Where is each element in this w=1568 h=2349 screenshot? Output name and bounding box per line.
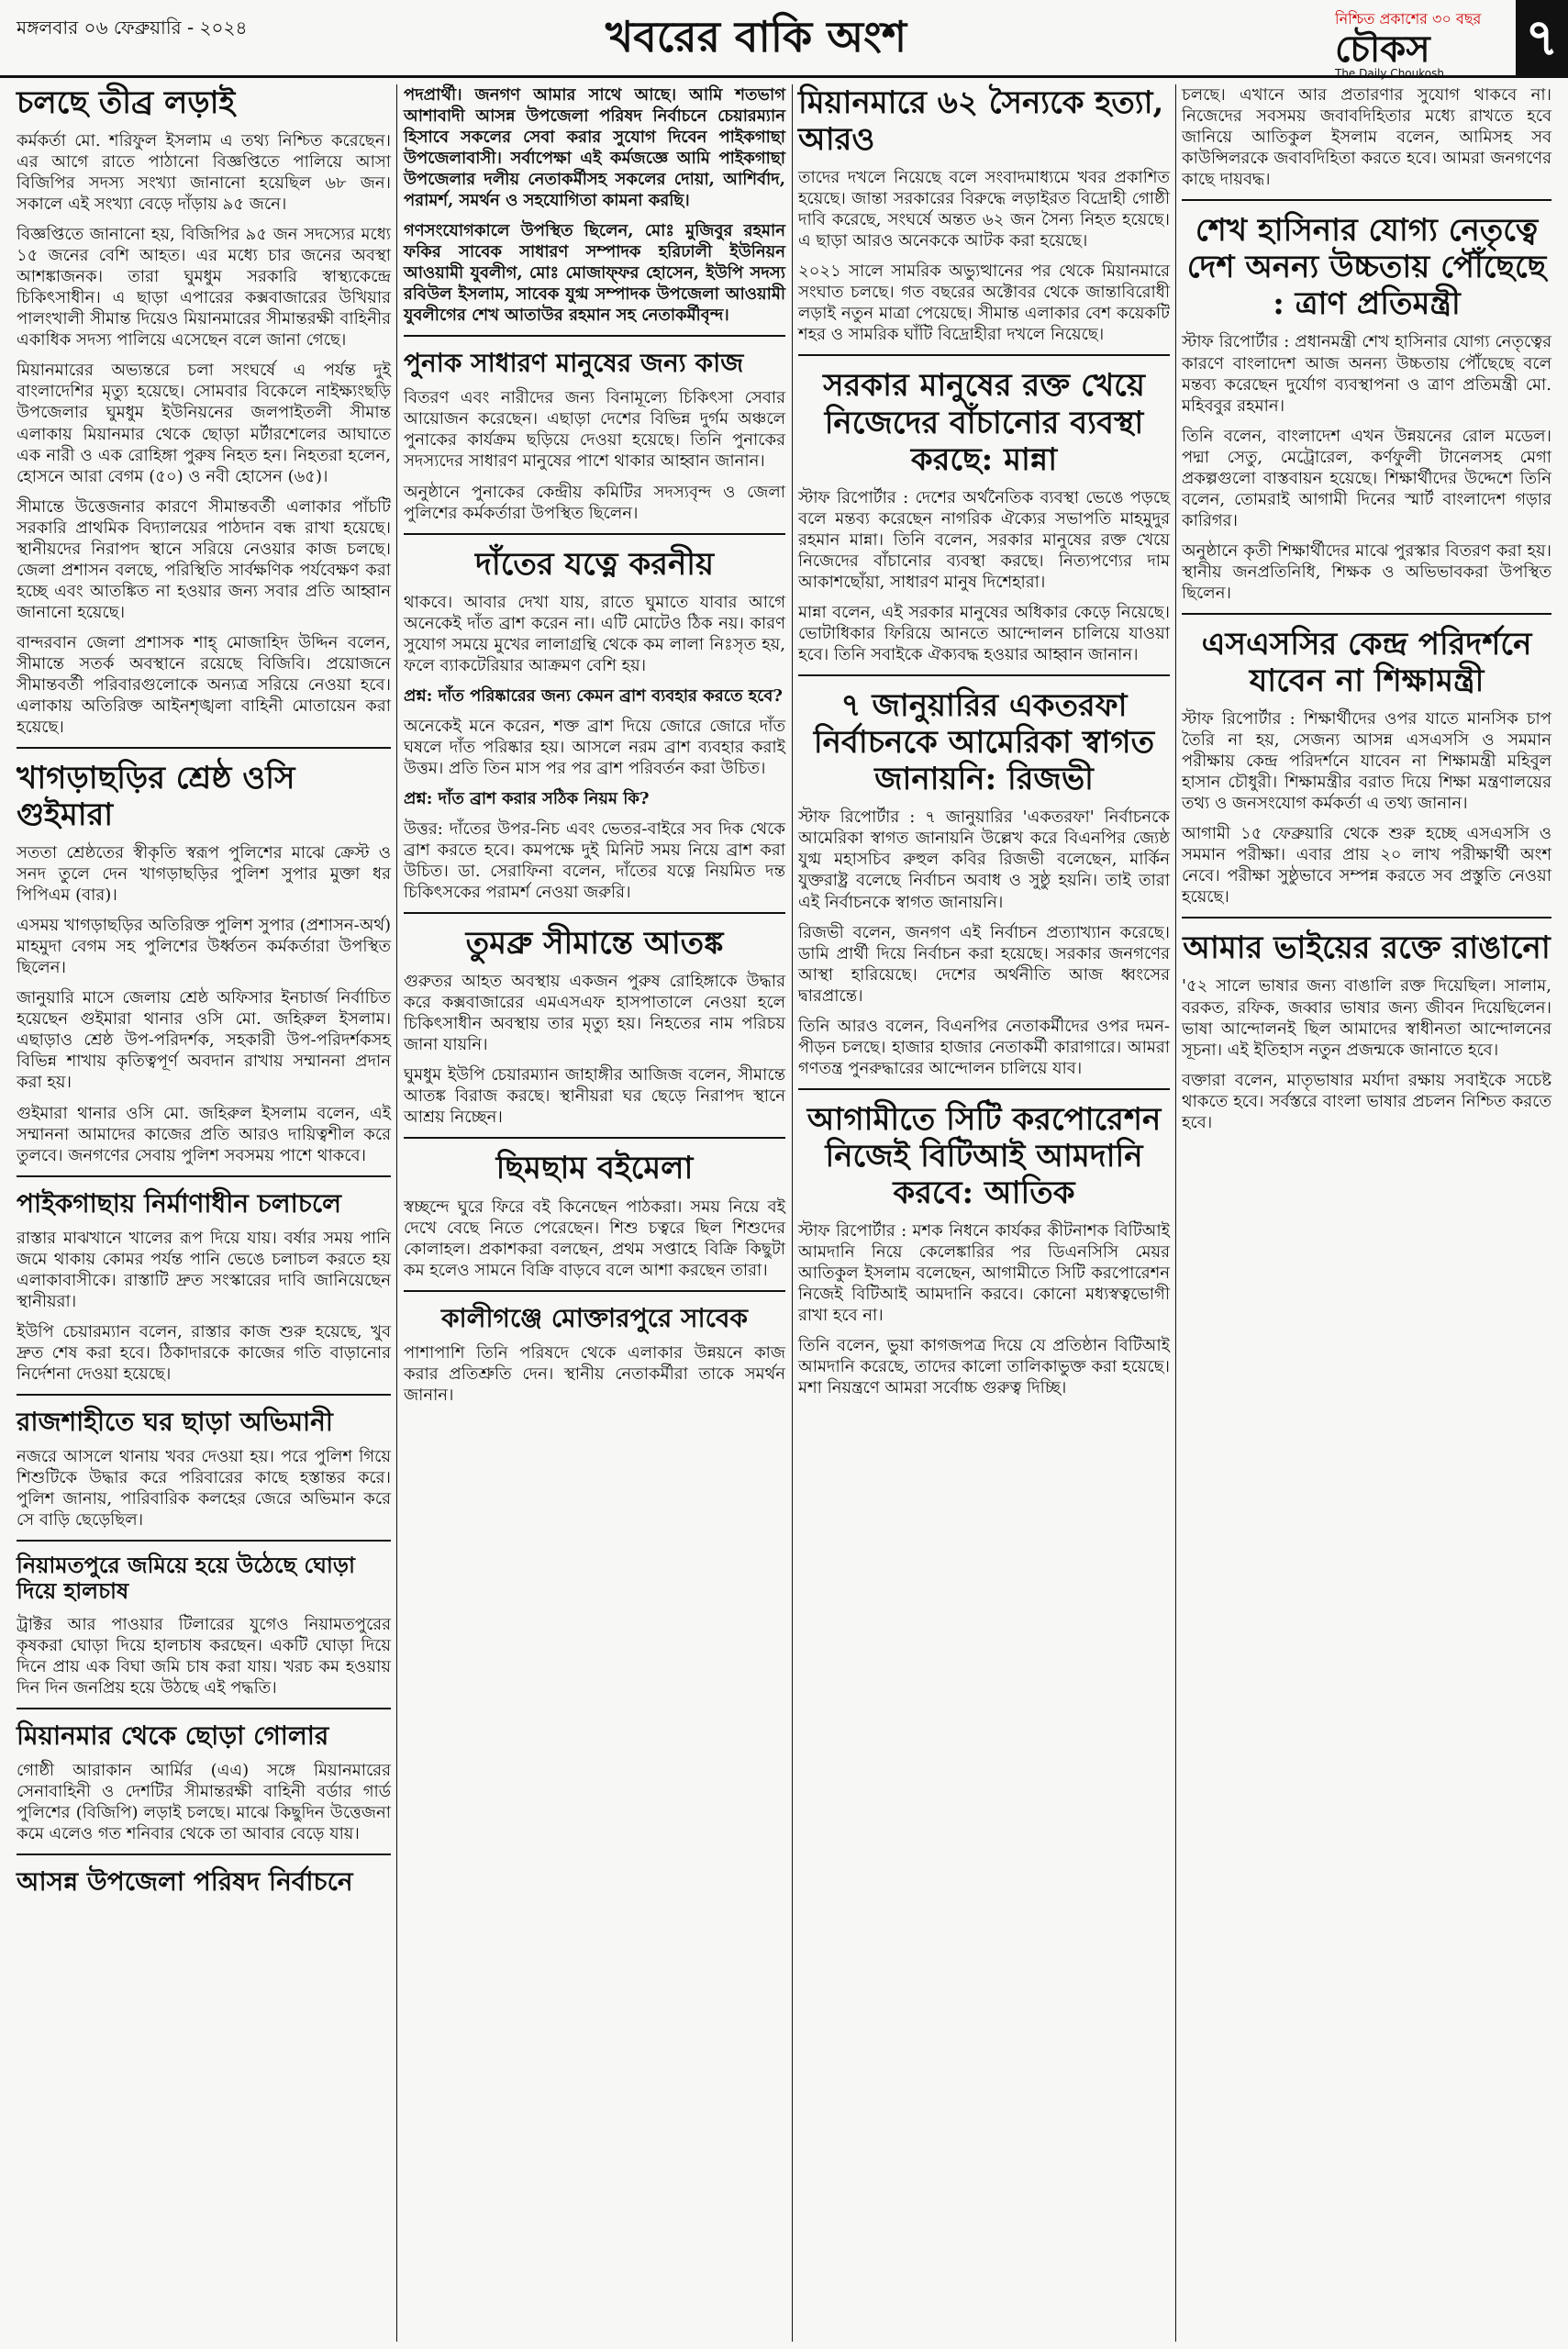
headline-myanmar-shell: মিয়ানমার থেকে ছোড়া গোলার [17, 1720, 329, 1751]
section-rule [798, 354, 1170, 356]
paragraph: ট্রাক্টর আর পাওয়ার টিলারের যুগেও নিয়ামতপুরের কৃষকরা ঘোড়া দিয়ে হালচাষ করছেন। একটি ঘোড়া দিয়ে দিনে প্রায় এক বিঘা জমি চাষ করা যায়। খরচ কম হওয়ায় দিন দিন জনপ্রিয় হয়ে উঠছে এই পদ্ধতি। [17, 1614, 391, 1698]
headline-ssc-minister: এসএসসির কেন্দ্র পরিদর্শনে যাবেন না শিক্ষামন্ত্রী [1201, 625, 1532, 699]
paragraph: নজরে আসলে থানায় খবর দেওয়া হয়। পরে পুলিশ গিয়ে শিশুটিকে উদ্ধার করে পরিবারের কাছে হস্তান্তর করে। পুলিশ জানায়, পারিবারিক কলহের জেরে অভিমান করে সে বাড়ি ছেড়েছিল। [17, 1446, 391, 1530]
section-rule [798, 674, 1170, 676]
paragraph: মিয়ানমারের অভ্যন্তরে চলা সংঘর্ষে এ পর্যন্ত দুই বাংলাদেশির মৃত্যু হয়েছে। সোমবার বিকেলে নাইক্ষ্যংছড়ি উপজেলার ঘুমধুম ইউনিয়নের জলপাইতলী সীমান্ত এলাকায় মিয়ানমার থেকে ছোড়া মর্টারশেলের আঘাতে এক নারী ও এক রোহিঙ্গা পুরুষ নিহত হন। নিহতরা হলেন, হোসনে আরা বেগম (৫০) ও নবী হোসেন (৬৫)। [17, 361, 391, 486]
headline-paikgachha: পাইকগাছায় নির্মাণাধীন চলাচলে [17, 1187, 342, 1219]
paragraph: গুইমারা থানার ওসি মো. জহিরুল ইসলাম বলেন, এই সম্মাননা আমাদের কাজের প্রতি আরও দায়িত্বশীল করে তুলবে। জনগণের সেবায় পুলিশ সবসময় পাশে থাকবে। [17, 1103, 391, 1165]
paragraph: ঘুমধুম ইউপি চেয়ারম্যান জাহাঙ্গীর আজিজ বলেন, সীমান্তে আতঙ্ক বিরাজ করছে। স্থানীয়রা ঘর ছেড়ে নিরাপদ স্থানে আশ্রয় নিচ্ছেন। [404, 1065, 785, 1128]
section-rule [17, 1540, 391, 1542]
paragraph: বিতরণ এবং নারীদের জন্য বিনামূল্যে চিকিৎসা সেবার আয়োজন করেছেন। এছাড়া দেশের বিভিন্ন দুর্গম অঞ্চলে পুনাকের কার্যক্রম ছড়িয়ে দেওয়া হয়েছে। তিনি পুনাকের সদস্যদের সাধারণ মানুষের পাশে থাকার আহ্বান জানান। [404, 388, 785, 472]
headline-atiq: আগামীতে সিটি করপোরেশন নিজেই বিটিআই আমদানি করবে: আতিক [806, 1100, 1162, 1211]
paragraph: সততা শ্রেষ্ঠতের স্বীকৃতি স্বরূপ পুলিশের মাঝে ক্রেস্ট ও সনদ তুলে দেন খাগড়াছড়ির পুলিশ সুপার মুক্তা ধর পিপিএম (বার)। [17, 843, 391, 906]
column-2 [404, 84, 785, 1415]
section-rule [404, 912, 785, 914]
paragraph: স্টাফ রিপোর্টার : শিক্ষার্থীদের ওপর যাতে মানসিক চাপ তৈরি না হয়, সেজন্য আসন্ন এসএসসি ও সমমান পরীক্ষায় কেন্দ্র পরিদর্শনে যাবেন না শিক্ষামন্ত্রী মহিবুল হাসান চৌধুরী। শিক্ষামন্ত্রীর বরাত দিয়ে শিক্ষা মন্ত্রণালয়ের তথ্য ও জনসংযোগ কর্মকর্তা এ তথ্য জানান। [1182, 709, 1551, 814]
paragraph: বিজ্ঞপ্তিতে জানানো হয়, বিজিপির ৯৫ জন সদস্যের মধ্যে ১৫ জনের বেশি আহত। এর মধ্যে চার জনের অবস্থা আশঙ্কাজনক। তারা ঘুমধুম সরকারি স্বাস্থ্যকেন্দ্রে চিকিৎসাধীন। এ ছাড়া এপারের কক্সবাজারের উখিয়ার পালংখালী সীমান্ত দিয়েও মিয়ানমারের সীমান্তরক্ষী বাহিনীর একাধিক সদস্য পালিয়ে এসেছেন বলে জানা গেছে। [17, 225, 391, 351]
column-divider [396, 84, 397, 2342]
paragraph: অনুষ্ঠানে কৃতী শিক্ষার্থীদের মাঝে পুরস্কার বিতরণ করা হয়। স্থানীয় জনপ্রতিনিধি, শিক্ষক ও অভিভাবকরা উপস্থিত ছিলেন। [1182, 540, 1551, 603]
section-rule [17, 1708, 391, 1709]
question: প্রশ্ন: দাঁত ব্রাশ করার সঠিক নিয়ম কি? [404, 788, 650, 808]
headline-tumbru: তুমব্রু সীমান্তে আতঙ্ক [465, 925, 724, 963]
column-4 [1182, 84, 1551, 1142]
paragraph: স্টাফ রিপোর্টার : ৭ জানুয়ারির 'একতরফা' নির্বাচনকে আমেরিকা স্বাগত জানায়নি উল্লেখ করে বিএনপির জ্যেষ্ঠ যুগ্ম মহাসচিব রুহুল কবির রিজভী বলেছেন, মার্কিন যুক্তরাষ্ট্র বলেছে নির্বাচন অবাধ ও সুষ্ঠু হয়নি। তাই তারা এই নির্বাচনকে স্বাগত জানায়নি। [798, 807, 1170, 912]
paragraph: এসময় খাগড়াছড়ির অতিরিক্ত পুলিশ সুপার (প্রশাসন-অর্থ) মাহমুদা বেগম সহ পুলিশের উর্ধ্বতন কর্মকর্তারা উপস্থিত ছিলেন। [17, 916, 391, 978]
paragraph: চলছে। এখানে আর প্রতারণার সুযোগ থাকবে না। নিজেদের সবসময় জবাবদিহিতার মধ্যে রাখতে হবে জানিয়ে আতিকুল ইসলাম বলেন, আমিসহ সব কাউন্সিলরকে জবাবদিহিতা করতে হবে। আমরা জনগণের কাছে দায়বদ্ধ। [1182, 85, 1551, 190]
section-rule [17, 1175, 391, 1177]
headline-dental-care: দাঁতের যত্নে করনীয় [475, 545, 714, 583]
brand-name: চৌকস [1335, 28, 1430, 71]
paragraph: রাস্তার মাঝখানে খালের রূপ দিয়ে যায়। বর্ষার সময় পানি জমে থাকায় কোমর পর্যন্ত পানি ভেঙে চলাচল করতে হয় এলাকাবাসীকে। রাস্তাটি দ্রুত সংস্কারের দাবি জানিয়েছেন স্থানীয়রা। [17, 1228, 391, 1311]
section-rule [404, 533, 785, 535]
page-number: ৭ [1516, 0, 1568, 75]
headline-best-oc: খাগড়াছড়ির শ্রেষ্ঠ ওসি গুইমারা [17, 759, 295, 834]
headline-kaliganj: কালীগঞ্জে মোক্তারপুরে সাবেক [440, 1302, 749, 1333]
headline-niamatpur: নিয়ামতপুরে জমিয়ে হয়ে উঠেছে ঘোড়া দিয়ে হালচাষ [17, 1552, 355, 1605]
paragraph: তিনি বলেন, ভুয়া কাগজপত্র দিয়ে যে প্রতিষ্ঠান বিটিআই আমদানি করেছে, তাদের কালো তালিকাভুক্ত করা হয়েছে। মশা নিয়ন্ত্রণে আমরা সর্বোচ্চ গুরুত্ব দিচ্ছি। [798, 1336, 1170, 1398]
paragraph: তাদের দখলে নিয়েছে বলে সংবাদমাধ্যমে খবর প্রকাশিত হয়েছে। জান্তা সরকারের বিরুদ্ধে লড়াইরত বিদ্রোহী গোষ্ঠী দাবি করেছে, সংঘর্ষে অন্তত ৬২ জন সৈন্য নিহত হয়েছে। এ ছাড়া আরও অনেককে আটক করা হয়েছে। [798, 168, 1170, 251]
paragraph: উত্তর: দাঁতের উপর-নিচ এবং ভেতর-বাইরে সব দিক থেকে ব্রাশ করতে হবে। কমপক্ষে দুই মিনিট সময় নিয়ে ব্রাশ করা উচিত। ডা. সেরাফিনা বলেন, দাঁতের যত্নে নিয়মিত দন্ত চিকিৎসকের পরামর্শ নেওয়া জরুরি। [404, 818, 785, 903]
headline-book-fair: ছিমছাম বইমেলা [495, 1150, 694, 1187]
headline-myanmar-62: মিয়ানমারে ৬২ সৈন্যকে হত্যা, আরও [798, 84, 1164, 159]
paragraph: মান্না বলেন, এই সরকার মানুষের অধিকার কেড়ে নিয়েছে। ভোটাধিকার ফিরিয়ে আনতে আন্দোলন চালিয়ে যাওয়া হবে। তিনি সবাইকে ঐক্যবদ্ধ হওয়ার আহ্বান জানান। [798, 602, 1170, 665]
column-divider [792, 84, 793, 2342]
question: প্রশ্ন: দাঁত পরিষ্কারের জন্য কেমন ব্রাশ ব্যবহার করতে হবে? [404, 685, 783, 706]
column-3 [798, 84, 1170, 1408]
section-rule [798, 1088, 1170, 1090]
section-rule [17, 1854, 391, 1855]
headline-relief-minister: শেখ হাসিনার যোগ্য নেতৃত্বে দেশ অনন্য উচ্চতায় পৌঁছেছে : ত্রাণ প্রতিমন্ত্রী [1186, 212, 1547, 323]
paragraph: স্টাফ রিপোর্টার : মশক নিধনে কার্যকর কীটনাশক বিটিআই আমদানি নিয়ে কেলেঙ্কারির পর ডিএনসিসি মেয়র আতিকুল ইসলাম বলেছেন, আগামীতে সিটি করপোরেশন নিজেই বিটিআই আমদানি করবে। কোনো মধ্যস্বত্বভোগী রাখা হবে না। [798, 1221, 1170, 1326]
brand-tagline: The Daily Choukosh [1335, 67, 1444, 80]
headline-punak: পুনাক সাধারণ মানুষের জন্য কাজ [404, 348, 744, 379]
paragraph: রিজভী বলেন, জনগণ এই নির্বাচন প্রত্যাখ্যান করেছে। ডামি প্রার্থী দিয়ে নির্বাচন করা হয়েছে। সরকার জনগণের আস্থা হারিয়েছে। দেশের অর্থনীতি আজ ধ্বংসের দ্বারপ্রান্তে। [798, 922, 1170, 1006]
paragraph: আগামী ১৫ ফেব্রুয়ারি থেকে শুরু হচ্ছে এসএসসি ও সমমান পরীক্ষা। এবার প্রায় ২০ লাখ পরীক্ষার্থী অংশ নেবে। পরীক্ষা সুষ্ঠুভাবে সম্পন্ন করতে সব প্রস্তুতি নেওয়া হয়েছে। [1182, 824, 1551, 907]
page-header [0, 0, 1568, 78]
section-rule [404, 1137, 785, 1139]
paragraph: অনেকেই মনে করেন, শক্ত ব্রাশ দিয়ে জোরে জোরে দাঁত ঘষলে দাঁত পরিষ্কার হয়। আসলে নরম ব্রাশ ব্যবহার করাই উত্তম। প্রতি তিন মাস পর পর ব্রাশ পরিবর্তন করা উচিত। [404, 716, 785, 778]
headline-fight: চলছে তীব্র লড়াই [17, 84, 236, 121]
section-rule [404, 1290, 785, 1292]
paragraph: স্টাফ রিপোর্টার : দেশের অর্থনৈতিক ব্যবস্থা ভেঙে পড়ছে বলে মন্তব্য করেছেন নাগরিক ঐক্যের সভাপতি মাহমুদুর রহমান মান্না। তিনি বলেন, সরকার মানুষের রক্ত খেয়ে নিজেদের বাঁচানোর ব্যবস্থা করছে। নিত্যপণ্যের দাম আকাশছোঁয়া, সাধারণ মানুষ দিশেহারা। [798, 487, 1170, 592]
section-rule [404, 335, 785, 337]
section-rule [17, 1394, 391, 1396]
paragraph: গোষ্ঠী আরাকান আর্মির (এএ) সঙ্গে মিয়ানমারের সেনাবাহিনী ও দেশটির সীমান্তরক্ষী বাহিনী বর্ডার গার্ড পুলিশের (বিজিপি) লড়াই চলছে। মাঝে কিছুদিন উত্তেজনা কমে এলেও গত শনিবার থেকে তা আবার বেড়ে যায়। [17, 1760, 391, 1843]
brand-small-line: নিশ্চিত প্রকাশের ৩০ বছর [1335, 10, 1482, 28]
paragraph: ২০২১ সালে সামরিক অভ্যুত্থানের পর থেকে মিয়ানমারে সংঘাত চলছে। গত বছরের অক্টোবর থেকে জান্তাবিরোধী লড়াই নতুন মাত্রা পেয়েছে। সীমান্ত এলাকার বেশ কয়েকটি শহর ও সামরিক ঘাঁটি বিদ্রোহীরা দখলে নিয়েছে। [798, 262, 1170, 345]
headline-rajshahi: রাজশাহীতে ঘর ছাড়া অভিমানী [17, 1406, 333, 1437]
paragraph: স্টাফ রিপোর্টার : প্রধানমন্ত্রী শেখ হাসিনার যোগ্য নেতৃত্বের কারণে বাংলাদেশ আজ অনন্য উচ্চতায় পৌঁছেছে বলে মন্তব্য করেছেন দুর্যোগ ব্যবস্থাপনা ও ত্রাণ প্রতিমন্ত্রী মো. মহিববুর রহমান। [1182, 332, 1551, 416]
section-rule [17, 747, 391, 749]
paragraph: তিনি আরও বলেন, বিএনপির নেতাকর্মীদের ওপর দমন-পীড়ন চলছে। হাজার হাজার নেতাকর্মী কারাগারে। আমরা গণতন্ত্র পুনরুদ্ধারের আন্দোলন চালিয়ে যাব। [798, 1016, 1170, 1078]
paragraph: বক্তারা বলেন, মাতৃভাষার মর্যাদা রক্ষায় সবাইকে সচেষ্ট থাকতে হবে। সর্বস্তরে বাংলা ভাষার প্রচলন নিশ্চিত করতে হবে। [1182, 1070, 1551, 1132]
paragraph: কর্মকর্তা মো. শরিফুল ইসলাম এ তথ্য নিশ্চিত করেছেন। এর আগে রাতে পাঠানো বিজ্ঞপ্তিতে পালিয়ে আসা বিজিপির সদস্য সংখ্যা জানানো হয়েছিল ৬৮ জন। সকালে এই সংখ্যা বেড়ে দাঁড়ায় ৯৫ জনে। [17, 131, 391, 215]
paragraph: পাশাপাশি তিনি পরিষদে থেকে এলাকার উন্নয়নে কাজ করার প্রতিশ্রুতি দেন। স্থানীয় নেতাকর্মীরা তাকে সমর্থন জানান। [404, 1342, 785, 1405]
paragraph: স্বচ্ছন্দে ঘুরে ফিরে বই কিনেছেন পাঠকরা। সময় নিয়ে বই দেখে বেছে নিতে পেরেছেন। শিশু চত্বরে ছিল শিশুদের কোলাহল। প্রকাশকরা বলছেন, প্রথম সপ্তাহে বিক্রি কিছুটা কম হলেও সামনে বিক্রি বাড়বে বলে আশা করছেন তারা। [404, 1197, 785, 1280]
headline-upazila-election: আসন্ন উপজেলা পরিষদ নির্বাচনে [17, 1865, 353, 1897]
paragraph: ইউপি চেয়ারম্যান বলেন, রাস্তার কাজ শুরু হয়েছে, খুব দ্রুত শেষ করা হবে। ঠিকাদারকে কাজের গতি বাড়ানোর নির্দেশনা দেওয়া হয়েছে। [17, 1321, 391, 1384]
paragraph: গুরুতর আহত অবস্থায় একজন পুরুষ রোহিঙ্গাকে উদ্ধার করে কক্সবাজারের এমএসএফ হাসপাতালে নেওয়া হলে চিকিৎসাধীন অবস্থায় তার মৃত্যু হয়। নিহতের নাম পরিচয় জানা যায়নি। [404, 972, 785, 1055]
headline-rizvi: ৭ জানুয়ারির একতরফা নির্বাচনকে আমেরিকা স্বাগত জানায়নি: রিজভী [813, 687, 1155, 798]
section-rule [1182, 613, 1551, 615]
paragraph-bold: পদপ্রার্থী। জনগণ আমার সাথে আছে। আমি শতভাগ আশাবাদী আসন্ন উপজেলা পরিষদ নির্বাচনে চেয়ারম্যান হিসাবে সকলের সেবা করার সুযোগ দিবেন পাইকগাছা উপজেলাবাসী। সর্বাপেক্ষা এই কর্মজজ্ঞে আমি পাইকগাছা উপজেলার দলীয় নেতাকর্মীসহ সকলের দোয়া, আশির্বাদ, পরামর্শ, সমর্থন ও সহযোগিতা কামনা করছি। [404, 85, 785, 211]
headline-language-song: আমার ভাইয়ের রক্তে রাঙানো [1183, 930, 1551, 967]
section-title: খবরের বাকি অংশ [606, 12, 907, 61]
paragraph: থাকবে। আবার দেখা যায়, রাতে ঘুমাতে যাবার আগে অনেকেই দাঁত ব্রাশ করেন না। এটি মোটেও ঠিক নয়। কারণ সুযোগ সময়ে মুখের লালাগ্রন্থি থেকে কম লালা নিঃসৃত হয়, ফলে ব্যাকটেরিয়ার আক্রমণ বেশি হয়। [404, 592, 785, 675]
paragraph: অনুষ্ঠানে পুনাকের কেন্দ্রীয় কমিটির সদস্যবৃন্দ ও জেলা পুলিশের কর্মকর্তারা উপস্থিত ছিলেন। [404, 482, 785, 523]
headline-manna: সরকার মানুষের রক্ত খেয়ে নিজেদের বাঁচানোর ব্যবস্থা করছে: মান্না [823, 367, 1145, 478]
paragraph: বান্দরবান জেলা প্রশাসক শাহ্ মোজাহিদ উদ্দিন বলেন, সীমান্তে সতর্ক অবস্থানে রয়েছে বিজিবি। প্রয়োজনে সীমান্তবর্তী পরিবারগুলোকে অন্যত্র সরিয়ে নেওয়া হবে। এলাকায় অতিরিক্ত আইনশৃঙ্খলা বাহিনী মোতায়েন করা হয়েছে। [17, 632, 391, 737]
paragraph-bold: গণসংযোগকালে উপস্থিত ছিলেন, মোঃ মুজিবুর রহমান ফকির সাবেক সাধারণ সম্পাদক হরিঢালী ইউনিয়ন আওয়ামী যুবলীগ, মোঃ মোজাফ্ফর হোসেন, ইউপি সদস্য রবিউল ইসলাম, সাবেক যুগ্ম সম্পাদক উপজেলা আওয়ামী যুবলীগের শেখ আতাউর রহমান সহ নেতাকর্মীবৃন্দ। [404, 221, 785, 326]
paragraph: জানুয়ারি মাসে জেলায় শ্রেষ্ঠ অফিসার ইনচার্জ নির্বাচিত হয়েছেন গুইমারা থানার ওসি মো. জহিরুল ইসলাম। এছাড়াও শ্রেষ্ঠ উপ-পরিদর্শক, সহকারী উপ-পরিদর্শকসহ বিভিন্ন শাখায় কৃতিত্বপূর্ণ অবদান রাখায় সম্মাননা প্রদান করা হয়। [17, 988, 391, 1093]
paragraph: তিনি বলেন, বাংলাদেশ এখন উন্নয়নের রোল মডেল। পদ্মা সেতু, মেট্রোরেল, কর্ণফুলী টানেলসহ মেগা প্রকল্পগুলো বাস্তবায়ন হয়েছে। শিক্ষার্থীদের উদ্দেশে তিনি বলেন, তোমরাই আগামী দিনের স্মার্ট বাংলাদেশ গড়ার কারিগর। [1182, 426, 1551, 530]
newspaper-brand [1335, 7, 1509, 80]
column-divider [1175, 84, 1176, 2342]
paragraph: সীমান্তে উত্তেজনার কারণে সীমান্তবর্তী এলাকার পাঁচটি সরকারি প্রাথমিক বিদ্যালয়ের পাঠদান বন্ধ রাখা হয়েছে। স্থানীয়দের নিরাপদ স্থানে সরিয়ে নেওয়ার কাজ চলছে। জেলা প্রশাসন বলছে, পরিস্থিতি সার্বক্ষণিক পর্যবেক্ষণ করা হচ্ছে এবং আতঙ্কিত না হওয়ার জন্য সবার প্রতি আহ্বান জানানো হয়েছে। [17, 496, 391, 622]
issue-date: মঙ্গলবার ০৬ ফেব্রুয়ারি - ২০২৪ [17, 17, 248, 39]
column-1 [17, 84, 391, 1906]
section-rule [1182, 917, 1551, 918]
section-rule [1182, 199, 1551, 201]
paragraph: '৫২ সালে ভাষার জন্য বাঙালি রক্ত দিয়েছিল। সালাম, বরকত, রফিক, জব্বার ভাষার জন্য জীবন দিয়েছিলেন। ভাষা আন্দোলনই ছিল আমাদের স্বাধীনতা আন্দোলনের সূচনা। এই ইতিহাস নতুন প্রজন্মকে জানাতে হবে। [1182, 976, 1551, 1060]
